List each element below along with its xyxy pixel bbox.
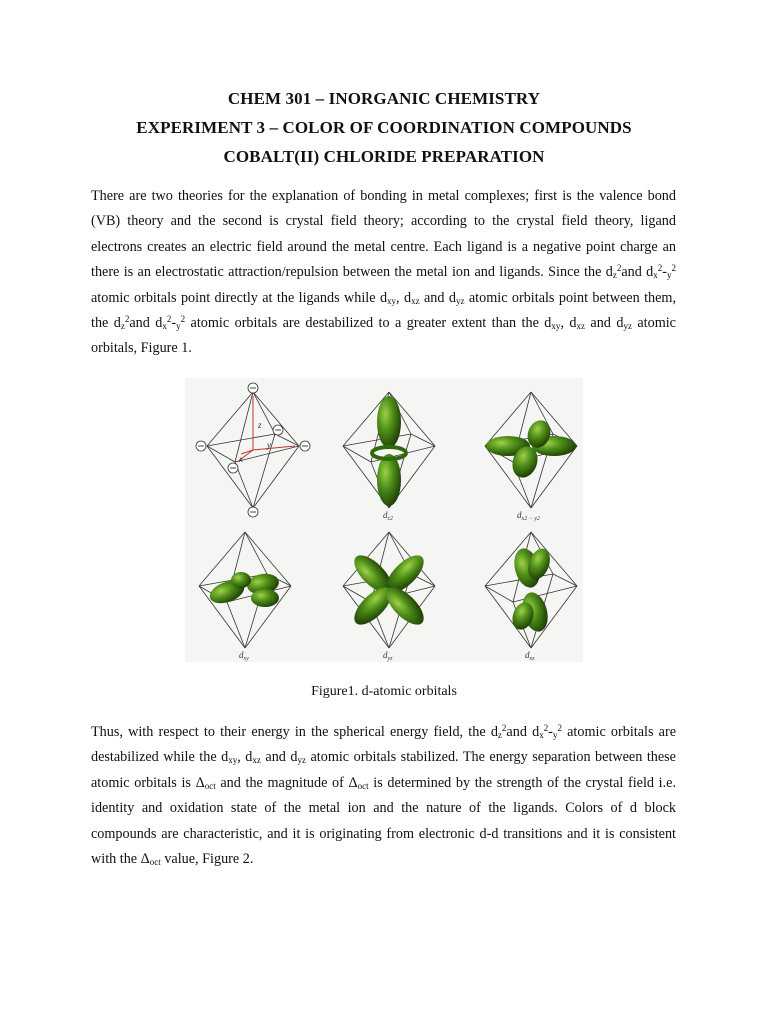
document-headings — [0, 84, 768, 171]
paragraph-energy-separation: Thus, with respect to their energy in the spherical energy field, the $d_z^2and$ $d_x^2-_y^2$ atomic orbitals are destabilized while the $d_{xy}$, $d_{xz}$ and $d_{yz}$ atomic orbitals stabilized. The energy separation between these atomic orbitals is $\Delta_{oct}$ and the magnitude of $\Delta_{oct}$ is determined by the strength of the crystal field i.e. identity and oxidation state of the metal ion and the nature of the ligands. Colors of d block compounds are characteristic, and it is originating from electronic d-d transitions and it is consistent with the $\Delta_{oct}$ value, Figure 2. — [91, 723, 676, 868]
course-title: CHEM 301 – INORGANIC CHEMISTRY — [227, 89, 541, 108]
svg-text:dxy: $d_{xy}$ — [239, 650, 249, 662]
dyz-orbital-diagram — [343, 532, 435, 662]
svg-text:dz2: $d_{z2}$ — [383, 510, 393, 522]
dxz-orbital-diagram — [485, 532, 577, 662]
svg-text:dxz: $d_{xz}$ — [525, 650, 535, 662]
dz2-orbital-diagram — [343, 392, 435, 522]
dxy-orbital-diagram — [199, 532, 291, 662]
svg-text:z: z — [258, 420, 262, 430]
experiment-title: EXPERIMENT 3 – COLOR OF COORDINATION COMPOUNDS — [136, 118, 632, 137]
dx2-y2-orbital-diagram — [485, 392, 577, 522]
d-orbitals-figure — [185, 378, 583, 662]
svg-text:dx2 − y2: $d_{x2 - y2}$ — [517, 510, 540, 522]
figure-caption: Figure1. d-atomic orbitals — [311, 684, 457, 699]
octahedral-field-diagram — [196, 383, 310, 517]
paragraph-crystal-field-theory: There are two theories for the explanation of bonding in metal complexes; first is the valence bond (VB) theory and the second is crystal field theory; according to the crystal field theory, ligand electrons creates an electric field around the metal centre. Each ligand is a negative point charge an there is an electrostatic attraction/repulsion between the metal ion and ligands. Since the $d_z^2and$ $d_x^2-_y^2$ atomic orbitals point directly at the ligands while $d_{xy}$, $d_{xz}$ and $d_{yz}$ atomic orbitals point between them, the $d_z^2and$ $d_x^2-_y^2$ atomic orbitals are destabilized to a greater extent than the $d_{xy}$, $d_{xz}$ and $d_{yz}$ atomic orbitals, Figure 1. — [91, 188, 676, 357]
svg-text:x: x — [239, 454, 243, 464]
svg-text:dyz: $d_{yz}$ — [383, 650, 393, 662]
svg-text:y: y — [267, 440, 271, 450]
preparation-title: COBALT(II) CHLORIDE PREPARATION — [223, 147, 545, 166]
